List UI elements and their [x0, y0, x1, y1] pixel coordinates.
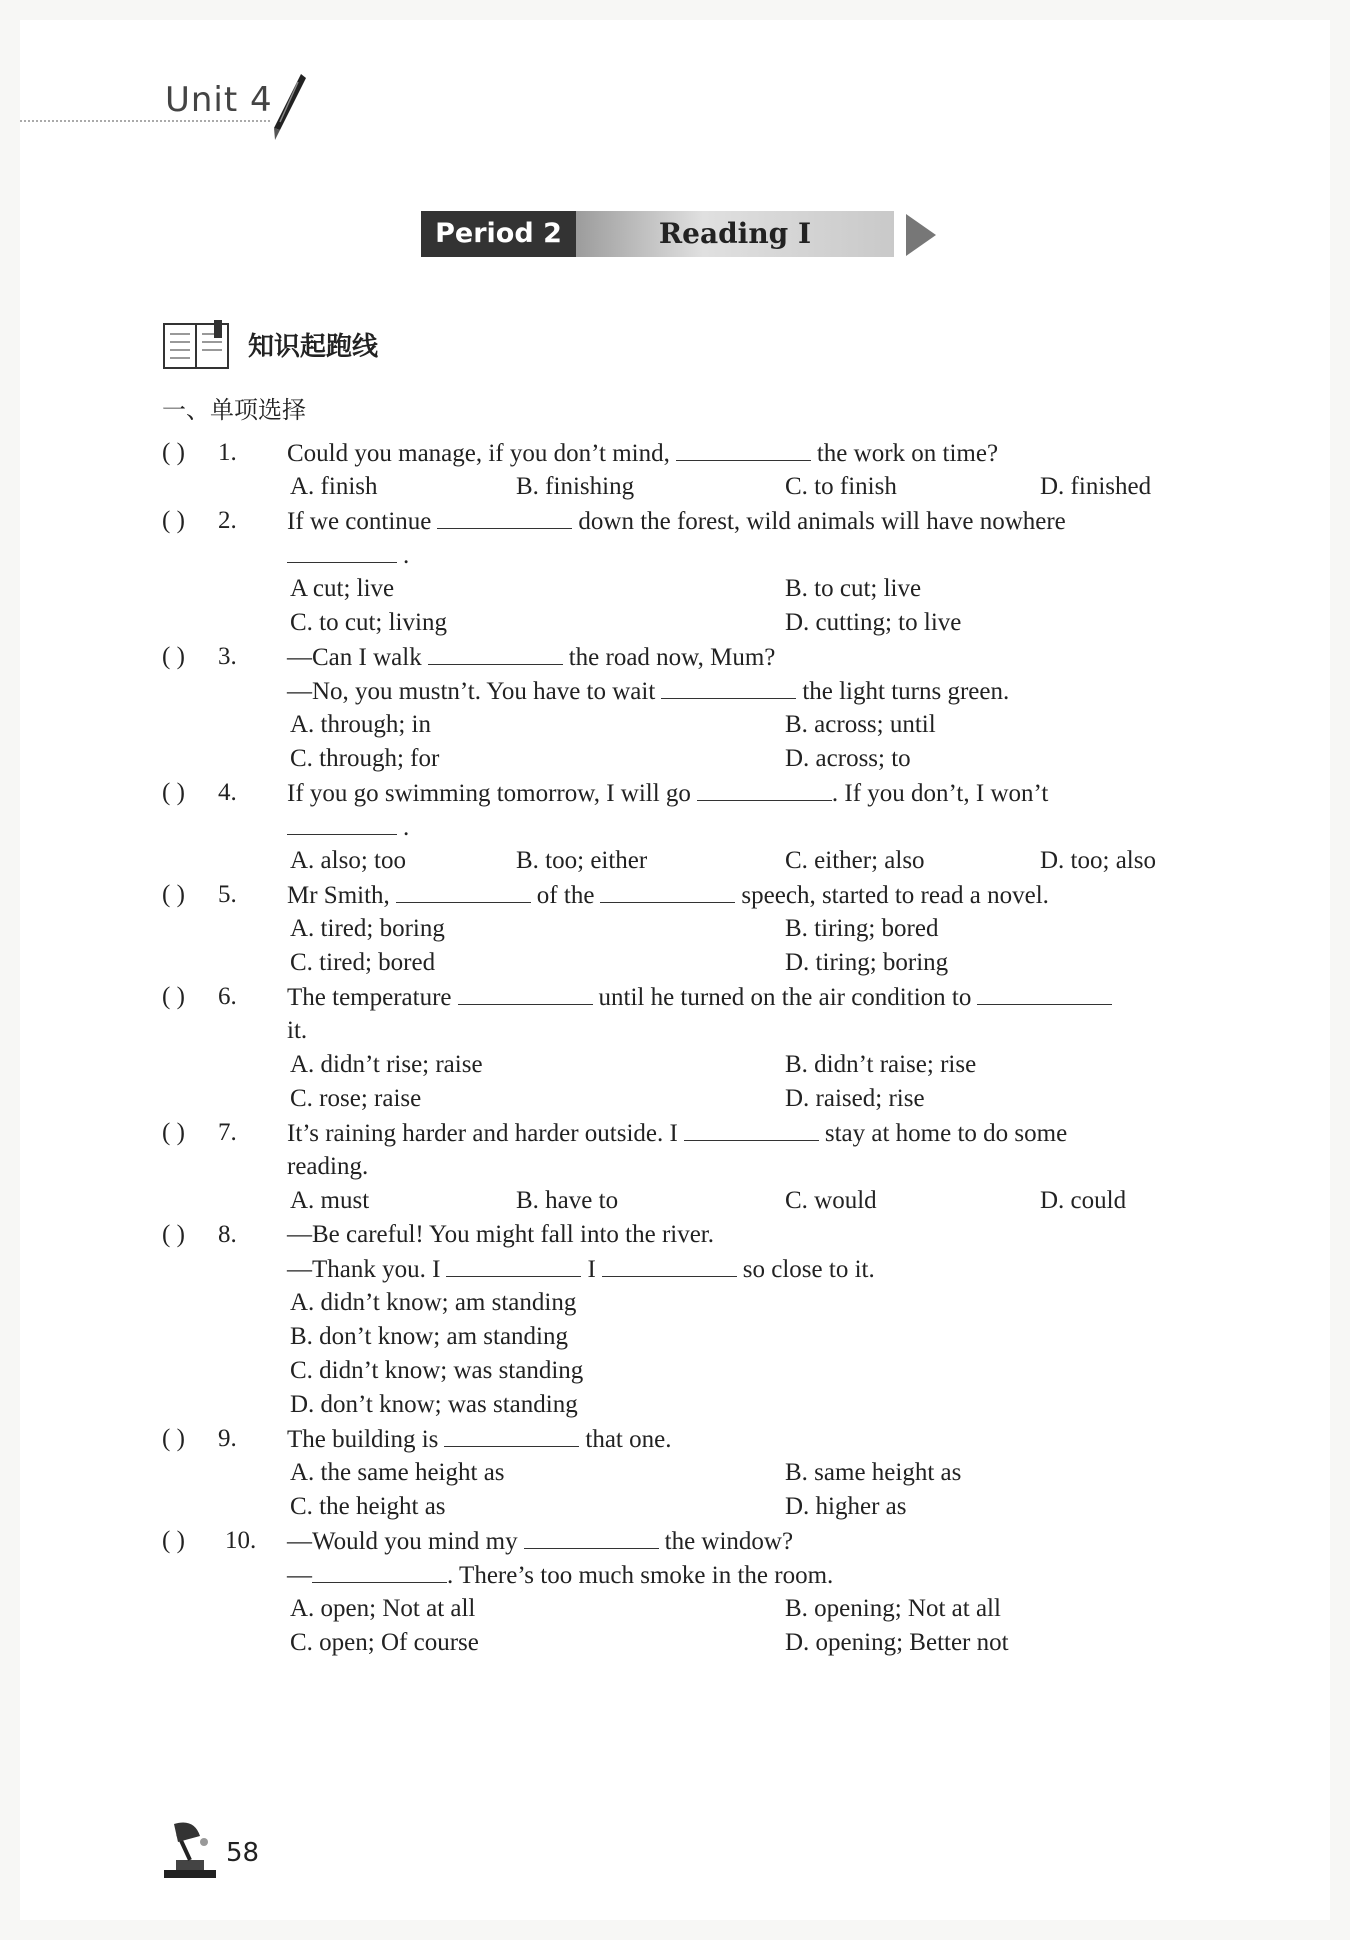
question-stem: If we continue down the forest, wild animals will have nowhere	[287, 508, 1066, 535]
header-rule	[20, 120, 270, 122]
option-c[interactable]: C. would	[785, 1187, 877, 1214]
option-a[interactable]: A. must	[290, 1187, 370, 1214]
answer-bracket[interactable]: ( )	[162, 1425, 185, 1452]
question-stem: —Can I walk the road now, Mum?	[287, 644, 776, 671]
option-c[interactable]: C. either; also	[785, 847, 925, 874]
option-a[interactable]: A. also; too	[290, 847, 406, 874]
answer-blank[interactable]	[446, 1254, 581, 1277]
option-a[interactable]: A. didn’t rise; raise	[290, 1051, 483, 1078]
pen-icon	[268, 72, 308, 142]
answer-blank[interactable]	[458, 982, 593, 1005]
answer-bracket[interactable]: ( )	[162, 439, 185, 466]
option-c[interactable]: C. open; Of course	[290, 1629, 479, 1656]
answer-blank[interactable]	[524, 1526, 659, 1549]
answer-blank[interactable]	[661, 676, 796, 699]
answer-bracket[interactable]: ( )	[162, 1221, 185, 1248]
option-c[interactable]: C. through; for	[290, 745, 440, 772]
option-a[interactable]: A cut; live	[290, 575, 395, 602]
option-d[interactable]: D. raised; rise	[785, 1085, 925, 1112]
question-number: 9.	[218, 1425, 237, 1452]
question-number: 1.	[218, 439, 237, 466]
question-stem: —Be careful! You might fall into the river.	[287, 1221, 715, 1248]
option-c[interactable]: C. didn’t know; was standing	[290, 1357, 584, 1384]
period-label: Period 2	[421, 211, 576, 257]
option-d[interactable]: D. don’t know; was standing	[290, 1391, 578, 1418]
question-number: 5.	[218, 881, 237, 908]
question-number: 7.	[218, 1119, 237, 1146]
question-stem: Could you manage, if you don’t mind, the work on time?	[287, 440, 999, 467]
question-stem-cont: it.	[287, 1017, 308, 1044]
question-number: 6.	[218, 983, 237, 1010]
lesson-title: Reading I	[576, 211, 894, 257]
option-b[interactable]: B. tiring; bored	[785, 915, 939, 942]
answer-blank[interactable]	[684, 1118, 819, 1141]
option-a[interactable]: A. finish	[290, 473, 378, 500]
question-stem-cont: .	[287, 540, 409, 570]
option-b[interactable]: B. didn’t raise; rise	[785, 1051, 977, 1078]
answer-bracket[interactable]: ( )	[162, 881, 185, 908]
option-d[interactable]: D. tiring; boring	[785, 949, 949, 976]
question-stem: Mr Smith, of the speech, started to read a novel.	[287, 882, 1049, 909]
answer-bracket[interactable]: ( )	[162, 779, 185, 806]
answer-blank[interactable]	[602, 1254, 737, 1277]
answer-blank[interactable]	[444, 1424, 579, 1447]
page-number: 58	[226, 1838, 260, 1868]
option-d[interactable]: D. cutting; to live	[785, 609, 962, 636]
question-stem-line2: — . There’s too much smoke in the room.	[287, 1562, 834, 1589]
question-stem-cont: .	[287, 812, 409, 842]
option-a[interactable]: A. didn’t know; am standing	[290, 1289, 577, 1316]
question-stem: The building is that one.	[287, 1426, 672, 1453]
option-b[interactable]: B. too; either	[516, 847, 648, 874]
option-b[interactable]: B. have to	[516, 1187, 619, 1214]
question-number: 10.	[225, 1527, 257, 1554]
question-number: 2.	[218, 507, 237, 534]
question-stem: The temperature until he turned on the air condition to	[287, 982, 1118, 1012]
option-a[interactable]: A. open; Not at all	[290, 1595, 476, 1622]
answer-blank[interactable]	[676, 438, 811, 461]
option-b[interactable]: B. same height as	[785, 1459, 962, 1486]
unit-title: Unit 4	[165, 80, 273, 120]
answer-bracket[interactable]: ( )	[162, 1119, 185, 1146]
option-b[interactable]: B. to cut; live	[785, 575, 922, 602]
answer-blank[interactable]	[437, 506, 572, 529]
answer-bracket[interactable]: ( )	[162, 1527, 185, 1554]
option-b[interactable]: B. finishing	[516, 473, 635, 500]
period-banner	[421, 211, 941, 257]
question-number: 8.	[218, 1221, 237, 1248]
answer-blank[interactable]	[287, 812, 397, 835]
section-title: 知识起跑线	[248, 332, 379, 362]
option-d[interactable]: D. across; to	[785, 745, 911, 772]
question-number: 3.	[218, 643, 237, 670]
option-a[interactable]: A. the same height as	[290, 1459, 505, 1486]
question-stem-line2: —No, you mustn’t. You have to wait the light turns green.	[287, 678, 1010, 705]
option-a[interactable]: A. through; in	[290, 711, 431, 738]
option-d[interactable]: D. could	[1040, 1187, 1127, 1214]
answer-blank[interactable]	[977, 982, 1112, 1005]
answer-blank[interactable]	[600, 880, 735, 903]
option-c[interactable]: C. the height as	[290, 1493, 446, 1520]
option-c[interactable]: C. to finish	[785, 473, 897, 500]
book-icon	[162, 320, 232, 372]
option-b[interactable]: B. don’t know; am standing	[290, 1323, 569, 1350]
option-c[interactable]: C. to cut; living	[290, 609, 447, 636]
question-number: 4.	[218, 779, 237, 806]
option-c[interactable]: C. tired; bored	[290, 949, 436, 976]
option-b[interactable]: B. across; until	[785, 711, 936, 738]
answer-blank[interactable]	[312, 1560, 447, 1583]
answer-blank[interactable]	[287, 540, 397, 563]
answer-bracket[interactable]: ( )	[162, 507, 185, 534]
question-stem: —Would you mind my the window?	[287, 1528, 794, 1555]
answer-bracket[interactable]: ( )	[162, 983, 185, 1010]
option-d[interactable]: D. opening; Better not	[785, 1629, 1009, 1656]
question-stem-cont: reading.	[287, 1153, 369, 1180]
answer-blank[interactable]	[697, 778, 832, 801]
answer-blank[interactable]	[428, 642, 563, 665]
worksheet-page	[20, 20, 1330, 1920]
part-title: 一、单项选择	[162, 396, 306, 424]
question-stem: If you go swimming tomorrow, I will go . If you don’t, I won’t	[287, 780, 1049, 807]
option-c[interactable]: C. rose; raise	[290, 1085, 422, 1112]
option-a[interactable]: A. tired; boring	[290, 915, 445, 942]
answer-bracket[interactable]: ( )	[162, 643, 185, 670]
question-stem: It’s raining harder and harder outside. I stay at home to do some	[287, 1120, 1068, 1147]
option-b[interactable]: B. opening; Not at all	[785, 1595, 1001, 1622]
option-d[interactable]: D. finished	[1040, 473, 1152, 500]
arrow-right-icon	[906, 214, 936, 256]
option-d[interactable]: D. too; also	[1040, 847, 1156, 874]
answer-blank[interactable]	[396, 880, 531, 903]
question-stem-line2: —Thank you. I I so close to it.	[287, 1256, 875, 1283]
desk-lamp-icon	[160, 1820, 224, 1880]
option-d[interactable]: D. higher as	[785, 1493, 907, 1520]
